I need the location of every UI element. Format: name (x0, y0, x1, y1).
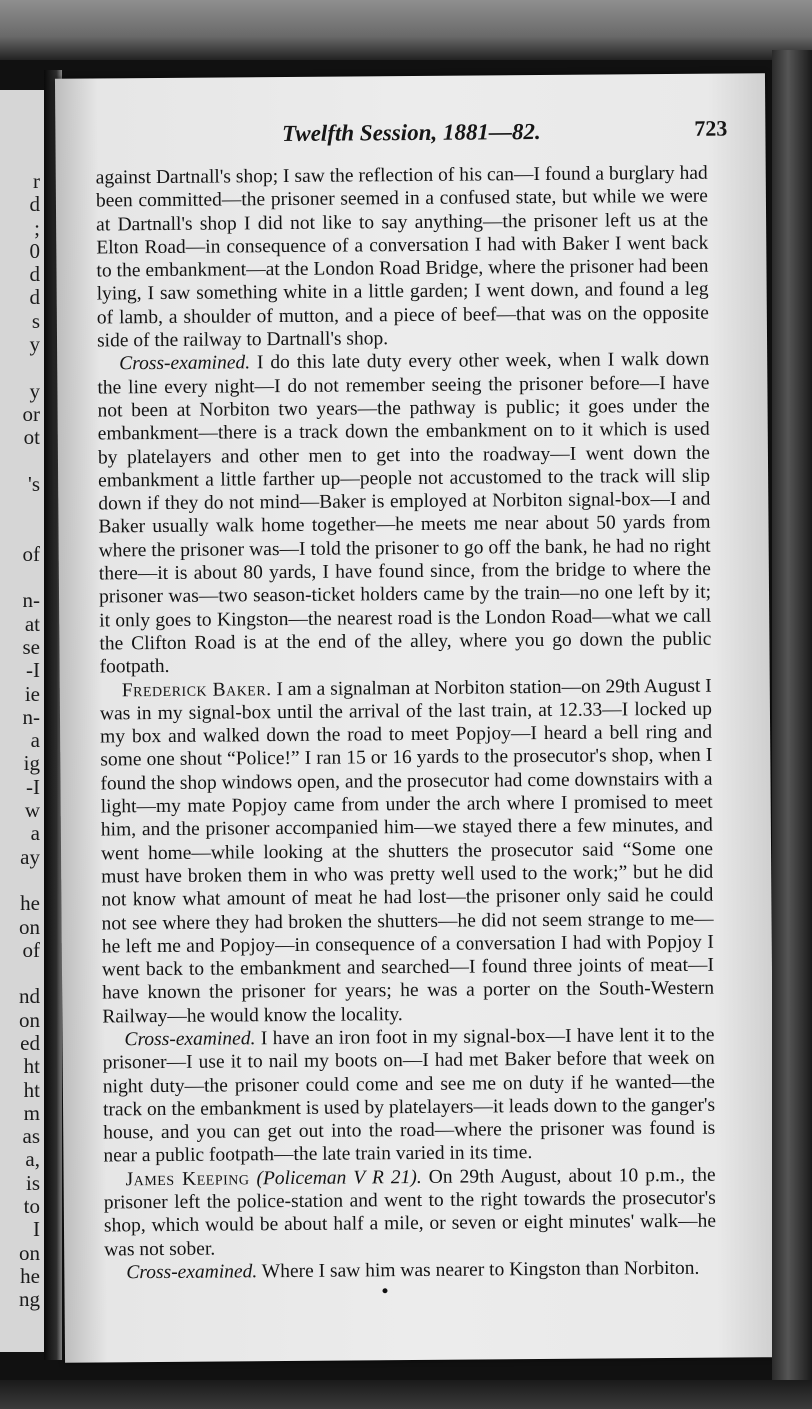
page-header (95, 114, 727, 151)
scan-bottom-border (0, 1380, 812, 1409)
facing-page-fragment: ig (23, 751, 40, 776)
facing-page-fragment: w (24, 798, 40, 823)
facing-page-fragment: nd (19, 984, 40, 1009)
facing-page-fragment: n- (22, 704, 40, 729)
paragraph-text: I do this late duty every other week, when I walk down the line every night—I do not remember seeing the prisoner before—I have not been at Norbiton two years—the pathway is public; it goes under the embankment—there is a track down the embankment on to it which is used by platelayers and other men to get into the roadway—I went down the embankment a little farther up—people not accustomed to the track will slip down if they do not mind—Baker is employed at Norbiton signal-box—I and Baker usually walk home together—he meets me near about 50 yards from where the prisoner was—I told the prisoner to go off the bank, he had no right there—it is about 80 yards, I have found since, from the bridge to where the prisoner was—two season-ticket holders came by the train—no one left by it; it only goes to Kingston—the nearest road is the London Road—what we call the Clifton Road is at the end of the alley, where you go down the public footpath. (97, 349, 712, 678)
running-head-title: Twelfth Session, 1881—82. (282, 118, 541, 147)
facing-page-fragment: r (33, 169, 40, 193)
facing-page-fragment: or (22, 401, 40, 426)
facing-page-fragment: ed (20, 1030, 40, 1055)
facing-page-fragment: as (22, 1124, 40, 1149)
facing-page-fragment: is (25, 1170, 40, 1195)
facing-page-fragment: a, (25, 1147, 40, 1172)
facing-page-fragment: -I (26, 774, 40, 799)
facing-page-fragment: ot (23, 425, 40, 450)
facing-page-fragment: m (23, 1100, 40, 1125)
facing-page-fragment: d (29, 192, 40, 217)
facing-page-fragment: he (20, 1263, 40, 1288)
page-number: 723 (694, 115, 728, 141)
cross-examined-label: Cross-examined. (126, 1261, 258, 1284)
facing-page-fragment: a (30, 728, 40, 753)
paragraph-cross-examination-3 (104, 1257, 716, 1285)
facing-page-fragment: he (20, 891, 40, 916)
cross-examined-label: Cross-examined. (124, 1028, 256, 1051)
facing-page-fragment: of (22, 541, 40, 566)
paragraph-text: against Dartnall's shop; I saw the reflection of his can—I found a burglary had been committed—the prisoner seemed in a confused state, but while we were at Dartnall's shop I did not like to say anything—the prisoner left us at the Elton Road—in consequence of a conversation I had with Baker I went back to the embankment—at the London Road Bridge, where the prisoner had been lying, I saw something white in a little garden; I went down, and found a leg of lamb, a shoulder of mutton, and a piece of beef—that was on the opposite side of the railway to Dartnall's shop. (95, 162, 709, 352)
facing-page-edge (0, 90, 44, 1352)
printer-mark-dot (382, 1288, 387, 1293)
facing-page-fragment: d (29, 285, 40, 310)
paragraph-frederick-baker (100, 674, 715, 1028)
facing-page-fragment: at (24, 611, 40, 636)
facing-page-fragment: on (19, 1007, 40, 1032)
witness-role: (Policeman V R 21). (249, 1166, 422, 1190)
facing-page-fragment: ht (23, 1077, 40, 1102)
facing-page-fragment: to (23, 1194, 40, 1219)
facing-page-fragment (0, 962, 44, 985)
paragraph-cross-examination-2 (102, 1024, 715, 1169)
paragraph-cross-examination-1 (97, 348, 712, 679)
facing-page-fragment: y (29, 378, 40, 403)
facing-page-fragment (0, 869, 44, 892)
witness-name: James Keeping (125, 1168, 250, 1191)
facing-page-fragment: se (22, 634, 40, 659)
scan-right-border (772, 50, 812, 1390)
page-body-text (96, 162, 717, 1285)
facing-page-fragment: ht (23, 1054, 40, 1079)
facing-page-fragment: of (22, 937, 40, 962)
cross-examined-label: Cross-examined. (119, 352, 251, 375)
facing-page-fragment (0, 496, 44, 519)
facing-page-fragment: ng (19, 1287, 40, 1312)
facing-page-fragment: d (29, 262, 40, 287)
facing-page-fragment: n- (22, 588, 40, 613)
book-page (55, 73, 775, 1363)
paragraph-text: I am a signalman at Norbiton station—on 29th August I was in my signal-box until the arrival of the last train, at 12.33—I locked up my box and walked down the road to meet Popjoy—I heard a bell ring and some one shout “Police!” I ran 15 or 16 yards to the prosecutor's shop, when I found the shop windows open, and the prosecutor had come downstairs with a light—my mate Popjoy came from under the arch where I promised to meet him, and the prisoner accompanied him—we stayed there a few minutes, and went home—while looking at the shutters the prosecutor said “Some one must have broken them in who was pretty well used to the work;” but he did not know what amount of meat he had lost—the prisoner only said he could not see where they had broken the shutters—he did not seem strange to me—he left me and Popjoy—in consequence of a conversation I had with Popjoy I went back to the embankment and searched—I found three joints of meat—I have known the prisoner for years; he was a porter on the South-Western Railway—he would know the locality. (99, 675, 715, 1028)
facing-page-fragment (0, 566, 44, 589)
paragraph-continued-testimony (96, 162, 709, 353)
facing-page-fragment: ie (24, 681, 40, 706)
facing-page-fragment (0, 356, 44, 379)
facing-page-fragment: a (30, 821, 40, 846)
facing-page-fragment: y (29, 332, 40, 357)
facing-page-fragment: -I (26, 658, 40, 683)
witness-name: Frederick Baker. (121, 678, 272, 701)
facing-page-fragment: 's (28, 471, 40, 496)
facing-page-fragment: I (33, 1217, 40, 1242)
facing-page-fragment: s (31, 308, 40, 333)
facing-page-fragment (0, 519, 44, 542)
facing-page-fragment: ay (20, 844, 40, 869)
paragraph-text: On 29th August, about 10 p.m., the prisoner left the police-station and went to the right towards the prosecutor's shop, which would be about half a mile, or seven or eight minutes' walk—he was not sober. (103, 1164, 717, 1261)
facing-page-fragment: on (19, 914, 40, 939)
facing-page-text-fragments (0, 170, 44, 1312)
paragraph-james-keeping (104, 1163, 717, 1261)
facing-page-fragment: 0 (29, 238, 40, 263)
scan-top-border (0, 0, 812, 60)
facing-page-fragment (0, 450, 44, 473)
paragraph-text: I have an iron foot in my signal-box—I have lent it to the prisoner—I use it to nail my boots on—I had met Baker before that week on night duty—the prisoner could come and see me on duty if he wanted—the track on the embankment is used by platelayers—it leads down to the ganger's house, and you can get out into the road—where the prisoner was found is near a public footpath—the late train varied in its time. (102, 1024, 716, 1167)
paragraph-text: Where I saw him was nearer to Kingston than Norbiton. (257, 1257, 700, 1283)
facing-page-fragment: ; (34, 215, 40, 240)
facing-page-fragment: on (19, 1240, 40, 1265)
